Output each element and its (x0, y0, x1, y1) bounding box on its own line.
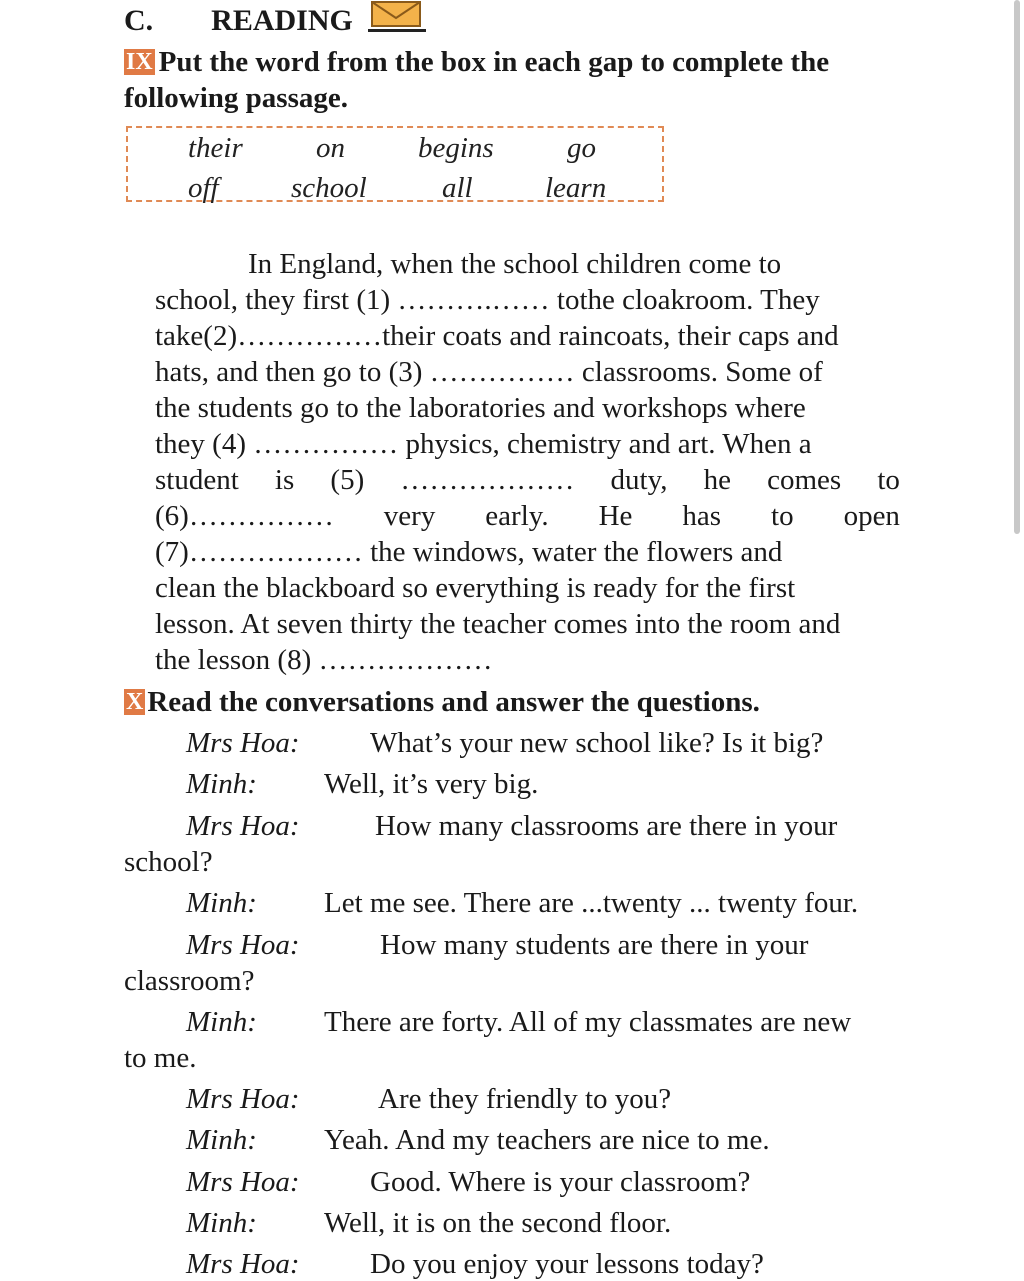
passage-line: school, they first (1) ……….…… tothe cloakroom. They (155, 284, 820, 316)
section-header (124, 4, 353, 38)
exercise-9-title (124, 46, 829, 79)
book-icon (368, 0, 426, 34)
dialogue-line: Are they friendly to you? (378, 1083, 672, 1115)
passage-line: In England, when the school children come to (248, 248, 782, 280)
word-box-item: go (567, 132, 596, 164)
passage-word: very (383, 500, 436, 532)
passage-line: hats, and then go to (3) …………… classrooms. Some of (155, 356, 823, 388)
passage-line (155, 464, 900, 497)
section-title: READING (211, 4, 353, 37)
speaker-label: Mrs Hoa: (186, 1083, 300, 1115)
passage-word: to (877, 464, 900, 496)
speaker-label: Mrs Hoa: (186, 810, 300, 842)
passage-line: lesson. At seven thirty the teacher comes into the room and (155, 608, 841, 640)
dialogue-line: There are forty. All of my classmates are new (324, 1006, 852, 1038)
word-box-item: school (291, 172, 367, 204)
dialogue-line: Yeah. And my teachers are nice to me. (324, 1124, 770, 1156)
word-box-item: learn (545, 172, 607, 204)
passage-line: they (4) …………… physics, chemistry and art. When a (155, 428, 812, 460)
dialogue-line: How many classrooms are there in your (375, 810, 838, 842)
dialogue-line: Good. Where is your classroom? (370, 1166, 751, 1198)
speaker-label: Minh: (186, 768, 257, 800)
passage-word: to (771, 500, 794, 532)
passage-word: (5) (330, 464, 365, 496)
dialogue-line: How many students are there in your (380, 929, 809, 961)
passage-line: the lesson (8) ……………… (155, 644, 493, 676)
dialogue-line-continued: classroom? (124, 965, 255, 997)
passage-gap: (6)…………… (155, 500, 334, 532)
passage-line: take(2)……………their coats and raincoats, their caps and (155, 320, 839, 352)
word-box-item: off (188, 172, 219, 204)
exercise-10-badge: X (126, 689, 144, 715)
passage-gap: ……………… (400, 464, 575, 496)
passage-line: the students go to the laboratories and workshops where (155, 392, 806, 424)
dialogue-line: What’s your new school like? Is it big? (370, 727, 824, 759)
speaker-label: Mrs Hoa: (186, 727, 300, 759)
passage-line: (7)……………… the windows, water the flowers and (155, 536, 783, 568)
speaker-label: Mrs Hoa: (186, 1166, 300, 1198)
word-box-item: on (316, 132, 345, 164)
passage-line (155, 500, 900, 533)
passage-word: student (155, 464, 239, 496)
word-box-item: all (442, 172, 473, 204)
passage-word: he (703, 464, 731, 496)
dialogue-line-continued: school? (124, 846, 213, 878)
passage-word: comes (767, 464, 842, 496)
speaker-label: Minh: (186, 1006, 257, 1038)
passage-word: He (598, 500, 633, 532)
passage-word: has (682, 500, 722, 532)
dialogue-line: Well, it’s very big. (324, 768, 539, 800)
dialogue-line: Let me see. There are ...twenty ... twenty four. (324, 887, 859, 919)
passage-word: open (843, 500, 900, 532)
exercise-9-title-line1: Put the word from the box in each gap to complete the (158, 46, 830, 78)
speaker-label: Minh: (186, 887, 257, 919)
speaker-label: Mrs Hoa: (186, 1248, 300, 1280)
dialogue-line: Do you enjoy your lessons today? (370, 1248, 764, 1280)
passage-word: is (274, 464, 295, 496)
passage-word: duty, (610, 464, 668, 496)
dialogue-line-continued: to me. (124, 1042, 197, 1074)
exercise-9-title-line2: following passage. (124, 82, 348, 114)
exercise-10-title (124, 686, 760, 719)
vertical-scrollbar[interactable] (1014, 0, 1020, 534)
speaker-label: Mrs Hoa: (186, 929, 300, 961)
exercise-9-badge: IX (126, 49, 153, 75)
speaker-label: Minh: (186, 1207, 257, 1239)
dialogue-line: Well, it is on the second floor. (324, 1207, 672, 1239)
section-letter: C. (124, 4, 154, 37)
passage-word: early. (485, 500, 549, 532)
passage-line: clean the blackboard so everything is ready for the first (155, 572, 796, 604)
exercise-10-title-text: Read the conversations and answer the questions. (147, 686, 760, 718)
word-box-item: their (188, 132, 243, 164)
word-box-item: begins (418, 132, 494, 164)
speaker-label: Minh: (186, 1124, 257, 1156)
